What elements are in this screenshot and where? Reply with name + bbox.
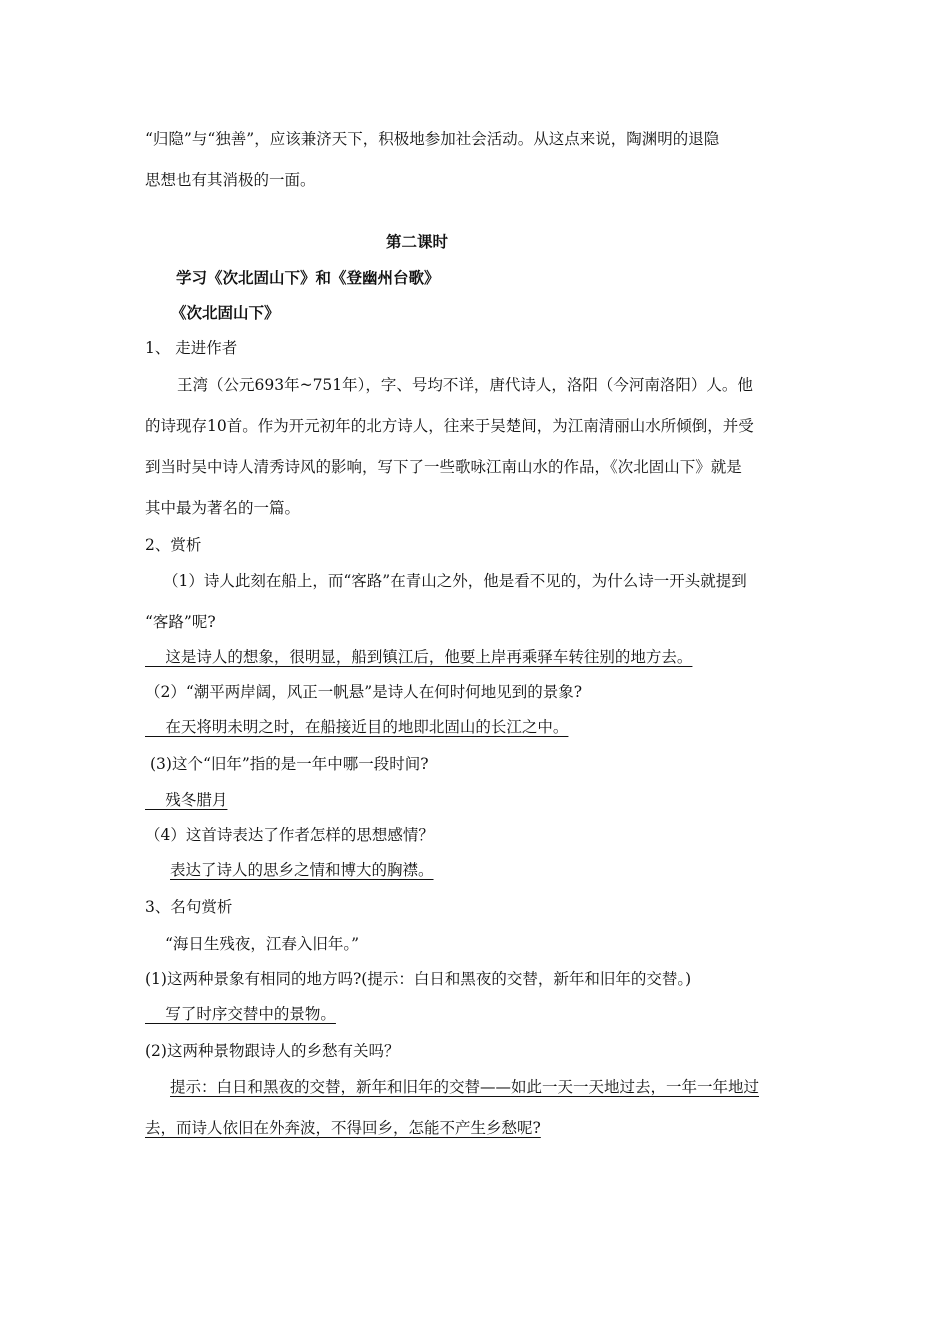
- appreciation-q2: （2）“潮平两岸阔，风正一帆悬”是诗人在何时何地见到的景象?: [145, 683, 583, 701]
- famous-quote: “海日生残夜，江春入旧年。”: [165, 935, 360, 953]
- author-line-2: 的诗现存10首。作为开元初年的北方诗人，往来于吴楚间，为江南清丽山水所倾倒，并受: [145, 417, 754, 435]
- appreciation-heading: 2、赏析: [145, 536, 202, 554]
- appreciation-q3: (3)这个“旧年”指的是一年中哪一段时间?: [150, 755, 429, 773]
- poem-title: 《次北固山下》: [171, 303, 280, 322]
- famous-a1: 写了时序交替中的景物。: [145, 1005, 336, 1023]
- famous-heading: 3、名句赏析: [145, 898, 233, 916]
- appreciation-a1: 这是诗人的想象，很明显，船到镇江后，他要上岸再乘驿车转往别的地方去。: [145, 648, 693, 666]
- famous-q1: (1)这两种景象有相同的地方吗?(提示：白日和黑夜的交替，新年和旧年的交替。): [145, 970, 692, 988]
- author-heading: 1、 走进作者: [145, 339, 238, 357]
- intro-line-1: “归隐”与“独善”，应该兼济天下，积极地参加社会活动。从这点来说，陶渊明的退隐: [145, 130, 720, 148]
- author-line-4: 其中最为著名的一篇。: [145, 499, 301, 517]
- appreciation-a3: 残冬腊月: [145, 791, 228, 809]
- appreciation-a2: 在天将明未明之时，在船接近目的地即北固山的长江之中。: [145, 718, 569, 736]
- author-line-1: 王湾（公元693年~751年），字、号均不详，唐代诗人，洛阳（今河南洛阳）人。他: [177, 376, 753, 394]
- famous-a2-line-1: 提示：白日和黑夜的交替，新年和旧年的交替——如此一天一天地过去，一年一年地过: [170, 1078, 760, 1096]
- appreciation-q4: （4）这首诗表达了作者怎样的思想感情？: [145, 826, 434, 844]
- section-title: 学习《次北固山下》和《登幽州台歌》: [176, 268, 440, 287]
- famous-q2: (2)这两种景物跟诗人的乡愁有关吗？: [145, 1042, 400, 1060]
- famous-a2-line-2: 去，而诗人依旧在外奔波，不得回乡，怎能不产生乡愁呢?: [145, 1119, 541, 1137]
- appreciation-q1-line-2: “客路”呢?: [145, 613, 216, 631]
- intro-line-2: 思想也有其消极的一面。: [145, 171, 316, 189]
- author-line-3: 到当时吴中诗人清秀诗风的影响，写下了一些歌咏江南山水的作品，《次北固山下》就是: [145, 458, 742, 476]
- appreciation-a4: 表达了诗人的思乡之情和博大的胸襟。: [170, 861, 434, 879]
- appreciation-q1-line-1: （1）诗人此刻在船上，而“客路”在青山之外，他是看不见的，为什么诗一开头就提到: [163, 572, 747, 590]
- lesson-title: 第二课时: [386, 232, 449, 251]
